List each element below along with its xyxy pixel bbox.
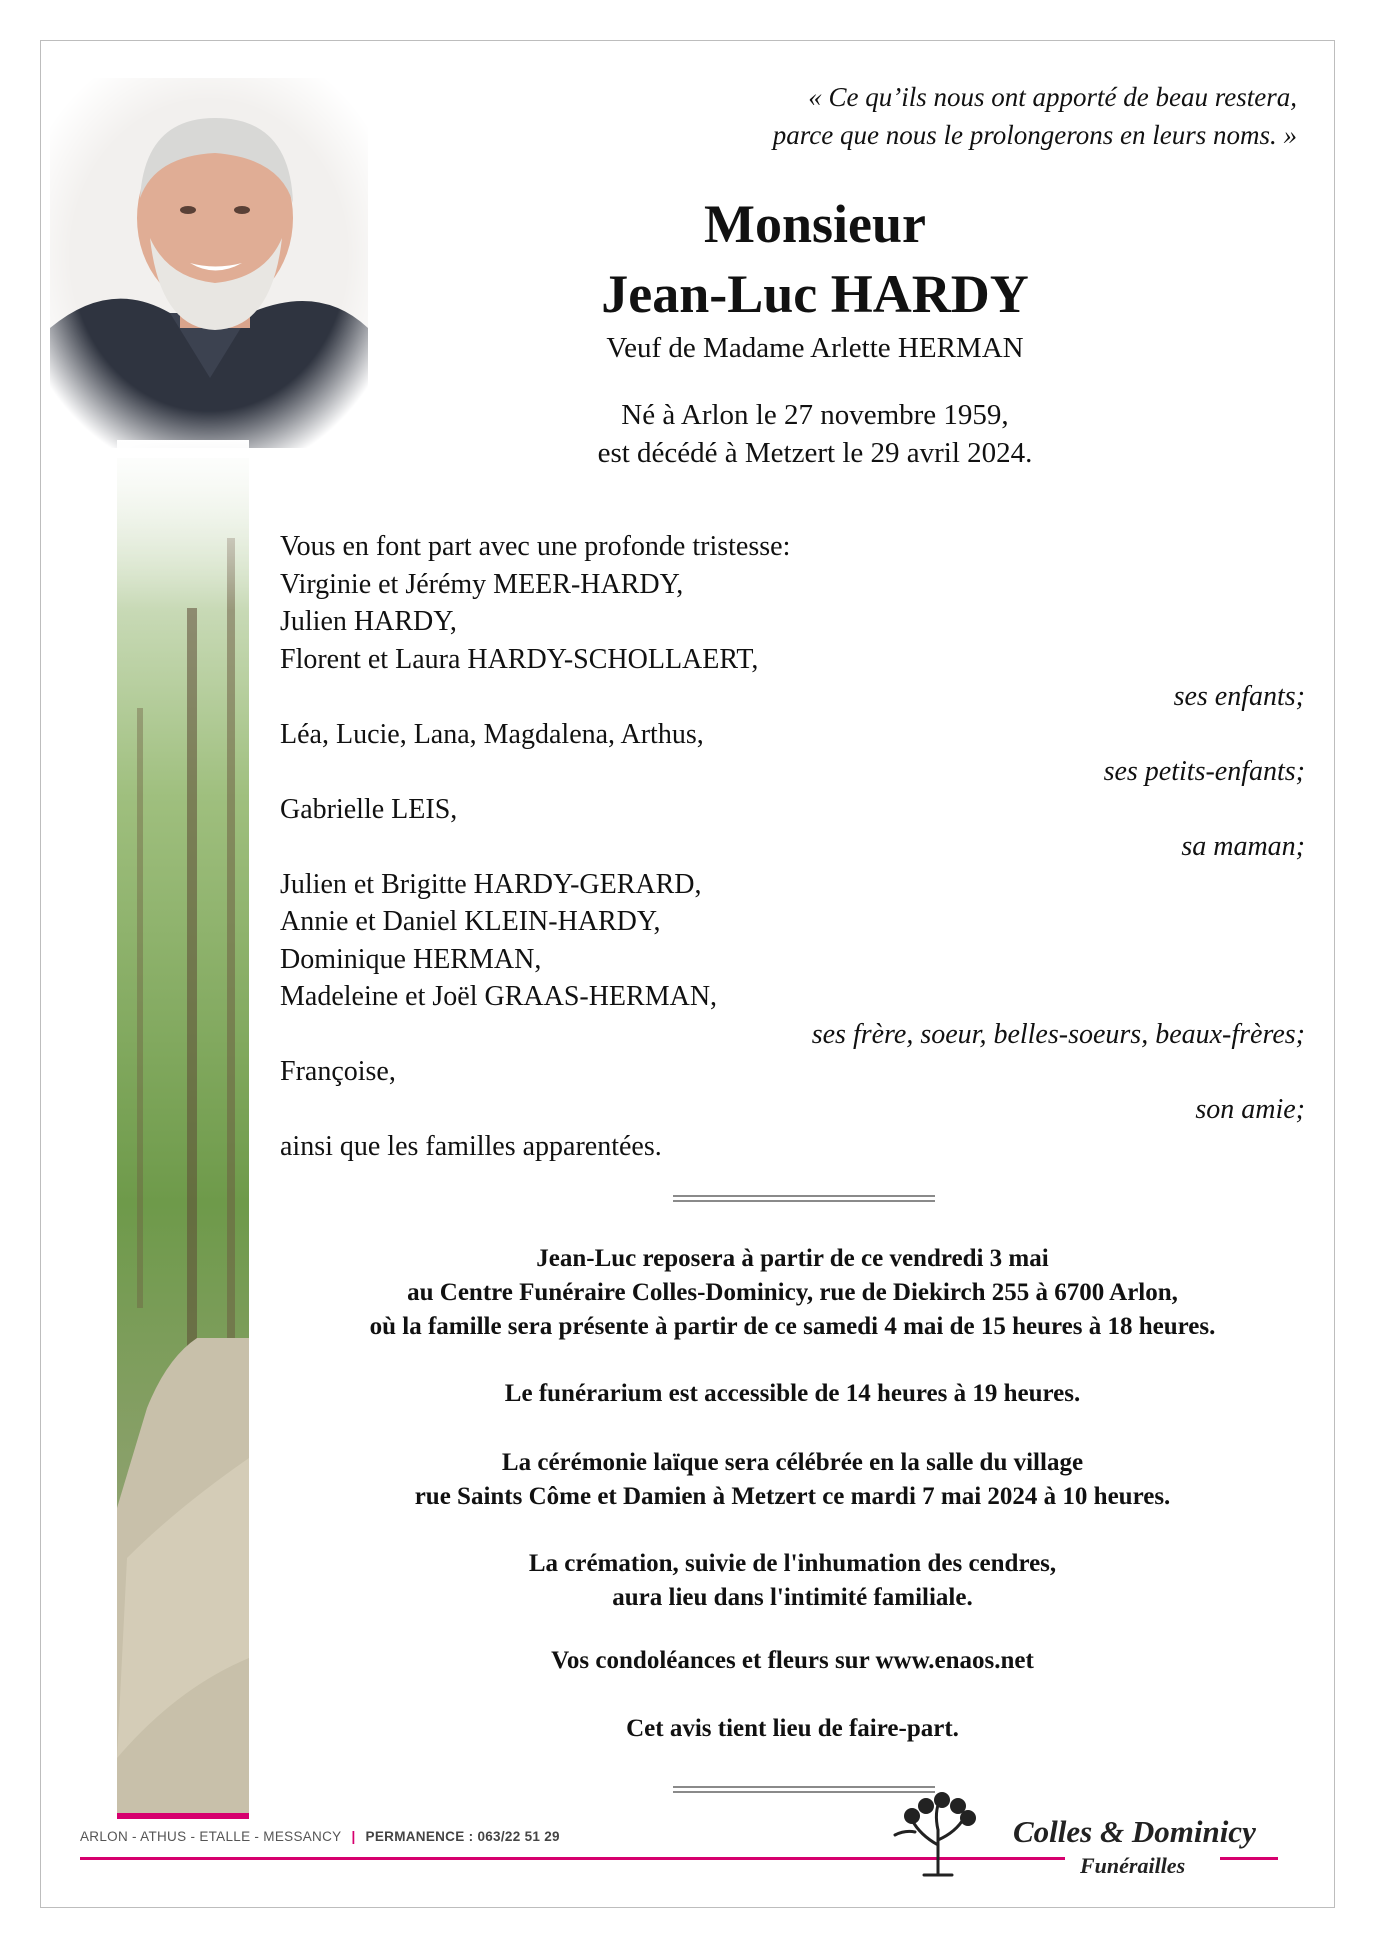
cremation-info [280, 1547, 1305, 1615]
deceased-name: Jean-Luc HARDY [601, 264, 1029, 324]
family-member: Virginie et Jérémy MEER-HARDY, [280, 568, 684, 600]
brand-subtitle: Funérailles [1080, 1853, 1186, 1878]
notice-line: Cet avis tient lieu de faire-part. [626, 1715, 959, 1742]
family-relation: ses frère, soeur, belles-soeurs, beaux-frères; [811, 1018, 1305, 1050]
family-member: Léa, Lucie, Lana, Magdalena, Arthus, [280, 718, 704, 750]
widow-of: Veuf de Madame Arlette HERMAN [606, 332, 1024, 364]
footer-contact [80, 1829, 560, 1844]
family-member: Françoise, [280, 1056, 396, 1087]
tree-logo-icon [890, 1790, 990, 1880]
footer-locations: ARLON - ATHUS - ETALLE - MESSANCY [80, 1829, 342, 1844]
cremation-line-1: La crémation, suivie de l'inhumation des cendres, [528, 1550, 1057, 1577]
epigraph-quote [497, 78, 1297, 154]
death-line: est décédé à Metzert le 29 avril 2024. [597, 437, 1033, 469]
family-member: Madeleine et Joël GRAAS-HERMAN, [280, 981, 718, 1012]
family-member: Dominique HERMAN, [280, 943, 542, 975]
separator-top [673, 1195, 935, 1203]
family-member: Vous en font part avec une profonde tristesse: [280, 531, 791, 562]
family-member: Julien et Brigitte HARDY-GERARD, [280, 868, 702, 900]
rest-line-1: Jean-Luc reposera à partir de ce vendredi 3 mai [536, 1245, 1049, 1272]
footer-rule-right [1220, 1857, 1278, 1860]
forest-fade [117, 440, 249, 610]
rest-line-3: où la famille sera présente à partir de ce samedi 4 mai de 15 heures à 18 heures. [369, 1313, 1216, 1340]
quote-line-2: parce que nous le prolongerons en leurs noms. » [772, 120, 1297, 150]
visitation-info [280, 1242, 1305, 1344]
family-member: Annie et Daniel KLEIN-HARDY, [280, 906, 661, 937]
family-relation: sa maman; [1181, 831, 1305, 862]
footer-separator: | [351, 1829, 356, 1844]
ceremony-info [280, 1446, 1305, 1514]
family-relation: ses enfants; [1173, 681, 1305, 712]
birth-line: Né à Arlon le 27 novembre 1959, [621, 399, 1009, 431]
family-member: ainsi que les familles apparentées. [280, 1131, 662, 1162]
brand-name: Colles & Dominicy [1013, 1814, 1256, 1849]
ceremony-line-2: rue Saints Côme et Damien à Metzert ce mardi 7 mai 2024 à 10 heures. [414, 1483, 1171, 1510]
condolences-link[interactable]: Vos condoléances et fleurs sur www.enaos.net [551, 1647, 1034, 1674]
ceremony-line-1: La cérémonie laïque sera célébrée en la salle du village [501, 1449, 1084, 1476]
family-relation: son amie; [1195, 1093, 1305, 1125]
quote-line-1: « Ce qu’ils nous ont apporté de beau restera, [808, 82, 1297, 112]
accent-bar [117, 1813, 249, 1819]
cremation-line-2: aura lieu dans l'intimité familiale. [612, 1584, 973, 1611]
family-member: Gabrielle LEIS, [280, 793, 458, 825]
family-member: Florent et Laura HARDY-SCHOLLAERT, [280, 643, 759, 675]
forest-path-image [117, 458, 249, 1813]
family-relation: ses petits-enfants; [1103, 756, 1305, 787]
portrait-photo [50, 78, 368, 448]
honorific-title: Monsieur [704, 194, 926, 254]
footer-permanence: PERMANENCE : 063/22 51 29 [365, 1829, 560, 1844]
family-member: Julien HARDY, [280, 606, 457, 637]
rest-line-2: au Centre Funéraire Colles-Dominicy, rue de Diekirch 255 à 6700 Arlon, [407, 1279, 1178, 1306]
family-list [280, 528, 1305, 1166]
birth-death-dates [420, 396, 1210, 472]
funerarium-hours: Le funérarium est accessible de 14 heures à 19 heures. [504, 1380, 1081, 1407]
